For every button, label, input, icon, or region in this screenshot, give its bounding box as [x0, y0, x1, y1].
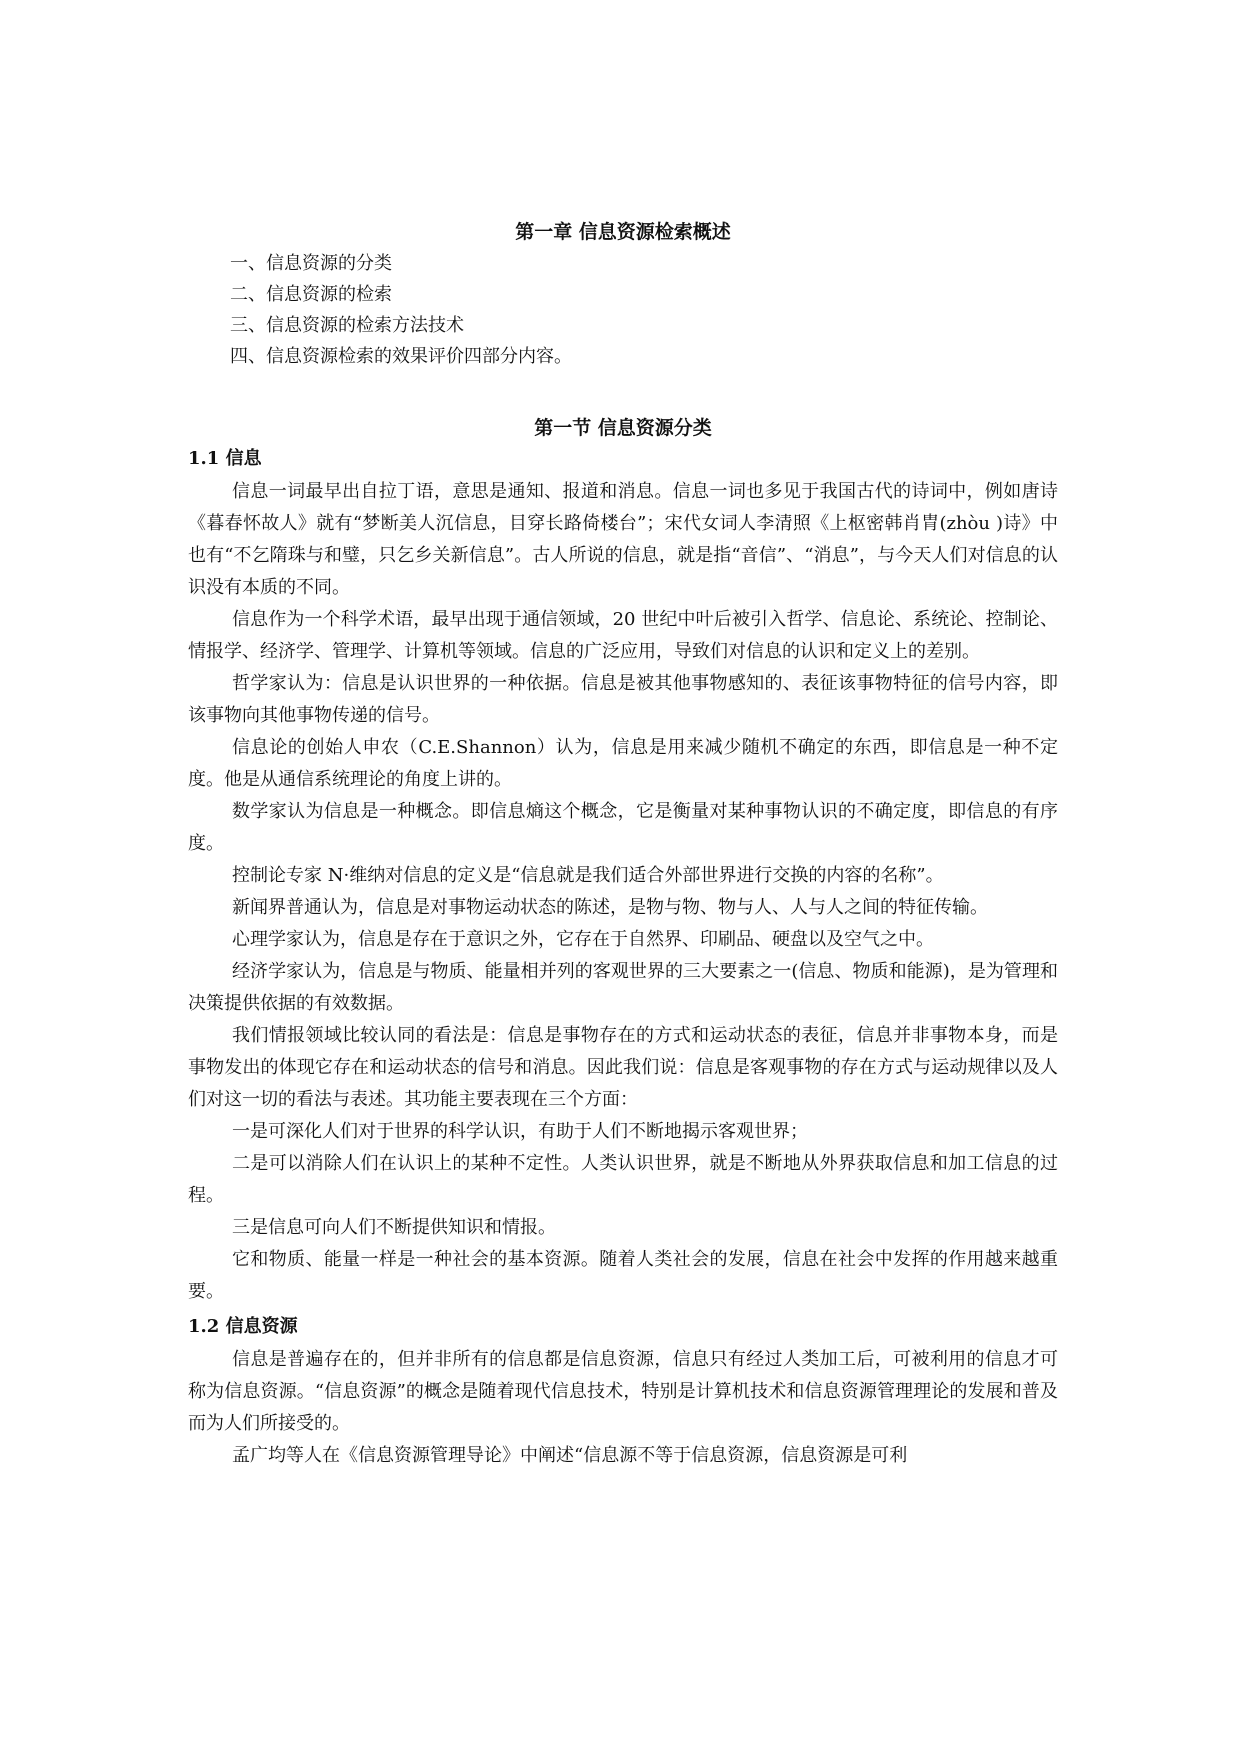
paragraph: 信息论的创始人申农（C.E.Shannon）认为，信息是用来减少随机不确定的东西，即信息是一种不定度。他是从通信系统理论的角度上讲的。: [188, 737, 1058, 790]
paragraph: 信息一词最早出自拉丁语，意思是通知、报道和消息。信息一词也多见于我国古代的诗词中，例如唐诗《暮春怀故人》就有“梦断美人沉信息，目穿长路倚楼台”；宋代女词人李清照《上枢密韩肖胄(zhòu )诗》中也有“不乞隋珠与和璧，只乞乡关新信息”。古人所说的信息，就是指“音信”、“消息”，与今天人们对信息的认识没有本质的不同。: [188, 481, 1058, 598]
paragraph: 哲学家认为：信息是认识世界的一种依据。信息是被其他事物感知的、表征该事物特征的信号内容，即该事物向其他事物传递的信号。: [188, 673, 1058, 726]
paragraph: 孟广均等人在《信息资源管理导论》中阐述“信息源不等于信息资源，信息资源是可利: [232, 1445, 908, 1466]
paragraph: 三是信息可向人们不断提供知识和情报。: [232, 1217, 556, 1238]
paragraph: 新闻界普通认为，信息是对事物运动状态的陈述，是物与物、物与人、人与人之间的特征传输。: [232, 897, 988, 918]
outline-item: 一、信息资源的分类: [230, 253, 392, 274]
subsection-title-1-1: 1.1 信息: [188, 448, 262, 469]
chapter-title: 第一章 信息资源检索概述: [515, 221, 731, 243]
paragraph: 控制论专家 N·维纳对信息的定义是“信息就是我们适合外部世界进行交换的内容的名称”。: [232, 865, 944, 886]
chapter-outline: [188, 248, 1058, 372]
paragraph: 一是可深化人们对于世界的科学认识，有助于人们不断地揭示客观世界；: [232, 1121, 808, 1142]
paragraph: 心理学家认为，信息是存在于意识之外，它存在于自然界、印刷品、硬盘以及空气之中。: [232, 929, 934, 950]
paragraph: 它和物质、能量一样是一种社会的基本资源。随着人类社会的发展，信息在社会中发挥的作用越来越重要。: [188, 1249, 1058, 1302]
document-page: [188, 220, 1058, 1472]
paragraph: 数学家认为信息是一种概念。即信息熵这个概念，它是衡量对某种事物认识的不确定度，即信息的有序度。: [188, 801, 1058, 854]
outline-item: 三、信息资源的检索方法技术: [230, 315, 464, 336]
paragraph: 信息作为一个科学术语，最早出现于通信领域，20 世纪中叶后被引入哲学、信息论、系统论、控制论、情报学、经济学、管理学、计算机等领域。信息的广泛应用，导致们对信息的认识和定义上的差别。: [188, 609, 1058, 662]
paragraph: 二是可以消除人们在认识上的某种不定性。人类认识世界，就是不断地从外界获取信息和加工信息的过程。: [188, 1153, 1058, 1206]
outline-item: 四、信息资源检索的效果评价四部分内容。: [230, 346, 572, 367]
section-title: 第一节 信息资源分类: [534, 417, 712, 439]
paragraph: 我们情报领域比较认同的看法是：信息是事物存在的方式和运动状态的表征，信息并非事物本身，而是事物发出的体现它存在和运动状态的信号和消息。因此我们说：信息是客观事物的存在方式与运动规律以及人们对这一切的看法与表述。其功能主要表现在三个方面：: [188, 1025, 1058, 1110]
subsection-title-1-2: 1.2 信息资源: [188, 1316, 298, 1337]
paragraph: 经济学家认为，信息是与物质、能量相并列的客观世界的三大要素之一(信息、物质和能源)，是为管理和决策提供依据的有效数据。: [188, 961, 1058, 1014]
paragraph: 信息是普遍存在的，但并非所有的信息都是信息资源，信息只有经过人类加工后，可被利用的信息才可称为信息资源。“信息资源”的概念是随着现代信息技术，特别是计算机技术和信息资源管理理论的发展和普及而为人们所接受的。: [188, 1349, 1058, 1434]
outline-item: 二、信息资源的检索: [230, 284, 392, 305]
